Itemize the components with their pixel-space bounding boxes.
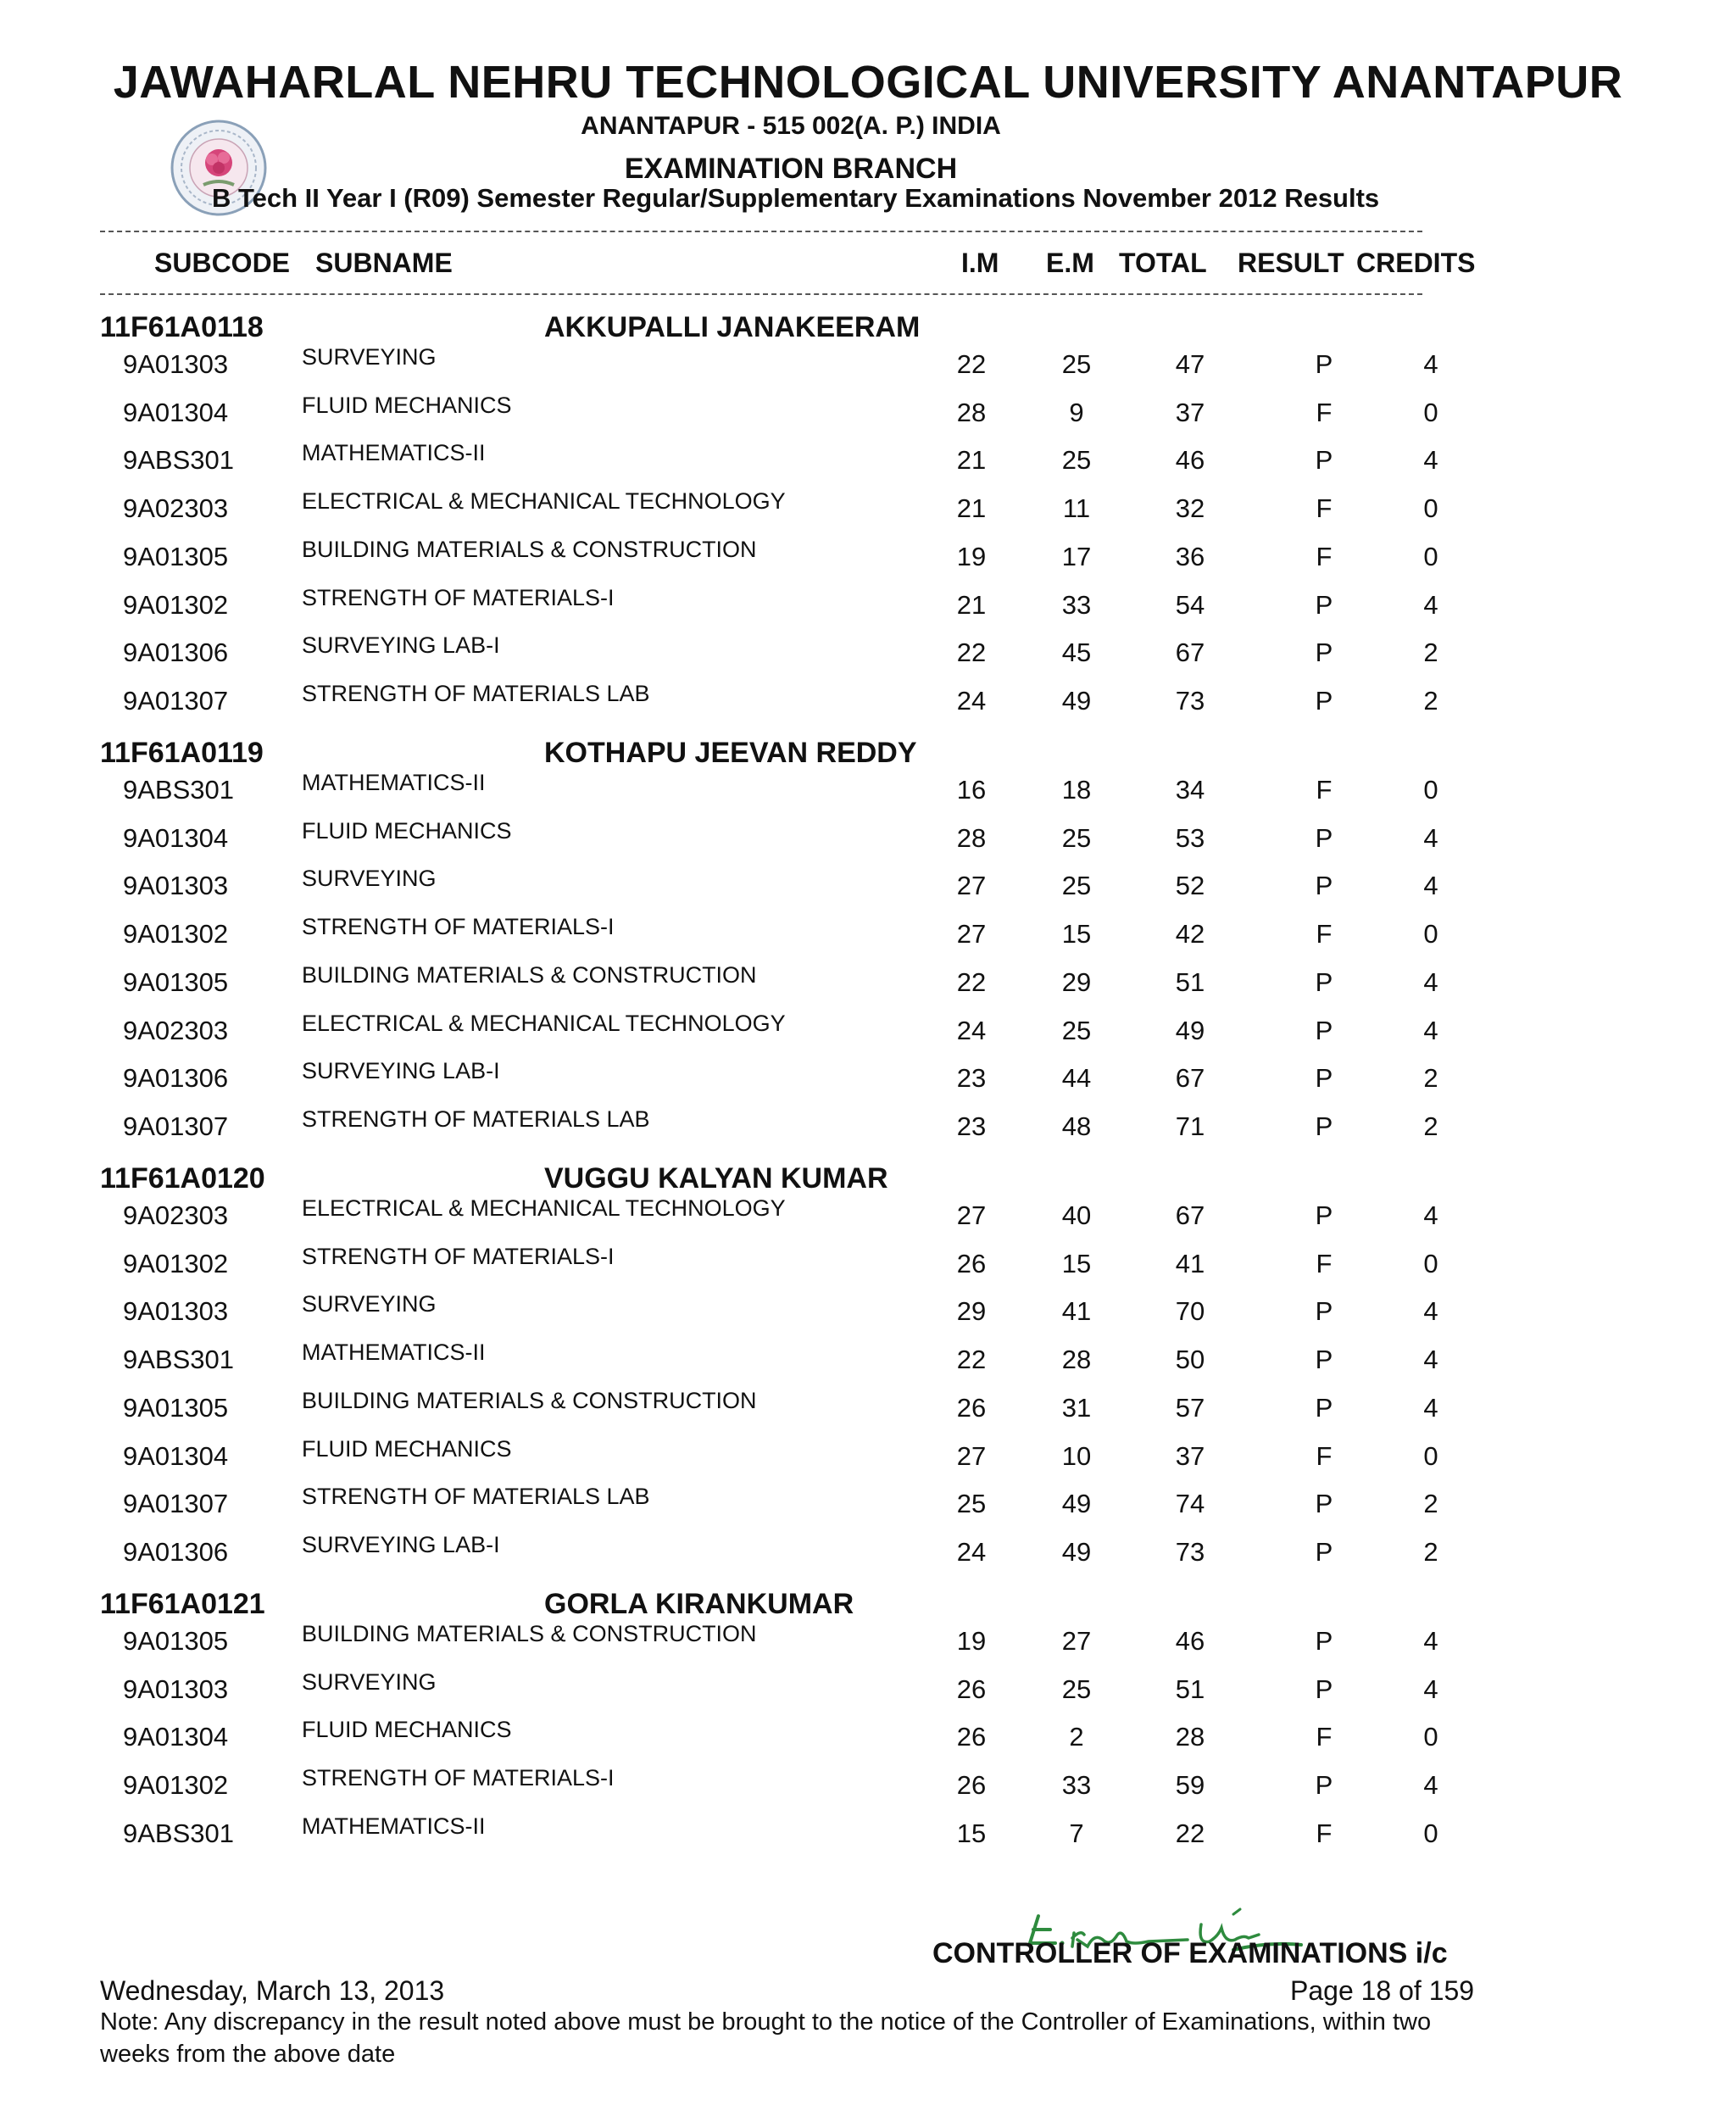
subject-code: 9A01307 xyxy=(123,1489,229,1519)
col-header-im: I.M xyxy=(961,248,999,278)
subject-code: 9A01303 xyxy=(123,1674,229,1704)
credits: 0 xyxy=(1423,1440,1438,1471)
total-marks: 73 xyxy=(1175,685,1205,716)
result-status: P xyxy=(1315,589,1333,620)
subject-code: 9A01304 xyxy=(123,1722,229,1752)
col-header-subname: SUBNAME xyxy=(315,248,453,278)
credits: 2 xyxy=(1423,685,1438,716)
internal-marks: 27 xyxy=(956,871,987,901)
internal-marks: 28 xyxy=(956,822,987,853)
subject-name: SURVEYING LAB-I xyxy=(302,632,500,659)
result-status: P xyxy=(1315,1536,1333,1567)
credits: 4 xyxy=(1423,1770,1438,1801)
subject-code: 9A01306 xyxy=(123,638,229,668)
credits: 4 xyxy=(1423,349,1438,379)
result-status: F xyxy=(1316,1818,1333,1848)
internal-marks: 16 xyxy=(956,775,987,805)
subject-name: SURVEYING LAB-I xyxy=(302,1058,500,1084)
total-marks: 28 xyxy=(1175,1722,1205,1752)
total-marks: 37 xyxy=(1175,1440,1205,1471)
table-row xyxy=(0,962,1736,1011)
subject-name: FLUID MECHANICS xyxy=(302,1435,512,1462)
external-marks: 18 xyxy=(1061,775,1092,805)
subject-code: 9A01305 xyxy=(123,1626,229,1656)
internal-marks: 21 xyxy=(956,445,987,476)
external-marks: 48 xyxy=(1061,1111,1092,1141)
external-marks: 15 xyxy=(1061,1248,1092,1278)
external-marks: 41 xyxy=(1061,1296,1092,1327)
external-marks: 15 xyxy=(1061,919,1092,950)
external-marks: 25 xyxy=(1061,871,1092,901)
subject-code: 9ABS301 xyxy=(123,445,234,476)
external-marks: 25 xyxy=(1061,445,1092,476)
result-status: F xyxy=(1316,397,1333,427)
credits: 2 xyxy=(1423,1111,1438,1141)
exam-title: B Tech II Year I (R09) Semester Regular/Supplementary Examinations November 2012 Results xyxy=(212,183,1380,213)
subject-code: 9A02303 xyxy=(123,1200,229,1230)
table-row xyxy=(0,866,1736,914)
subject-name: STRENGTH OF MATERIALS-I xyxy=(302,584,615,610)
subject-name: ELECTRICAL & MECHANICAL TECHNOLOGY xyxy=(302,1195,786,1221)
student-name: KOTHAPU JEEVAN REDDY xyxy=(544,737,917,769)
table-row xyxy=(0,1813,1736,1862)
credits: 4 xyxy=(1423,1674,1438,1704)
result-status: P xyxy=(1315,1063,1333,1094)
total-marks: 41 xyxy=(1175,1248,1205,1278)
total-marks: 70 xyxy=(1175,1296,1205,1327)
col-header-em: E.M xyxy=(1046,248,1094,278)
subject-code: 9A01303 xyxy=(123,349,229,379)
subject-code: 9A01305 xyxy=(123,1392,229,1423)
subject-code: 9A01307 xyxy=(123,685,229,716)
external-marks: 49 xyxy=(1061,685,1092,716)
table-row xyxy=(0,1291,1736,1339)
total-marks: 74 xyxy=(1175,1489,1205,1519)
col-header-total: TOTAL xyxy=(1119,248,1207,278)
table-row xyxy=(0,1436,1736,1484)
result-status: P xyxy=(1315,1392,1333,1423)
credits: 4 xyxy=(1423,871,1438,901)
external-marks: 45 xyxy=(1061,638,1092,668)
internal-marks: 26 xyxy=(956,1770,987,1801)
credits: 4 xyxy=(1423,1296,1438,1327)
external-marks: 31 xyxy=(1061,1392,1092,1423)
result-status: F xyxy=(1316,1722,1333,1752)
subject-name: STRENGTH OF MATERIALS-I xyxy=(302,1243,615,1269)
credits: 4 xyxy=(1423,1392,1438,1423)
credits: 4 xyxy=(1423,1345,1438,1375)
credits: 2 xyxy=(1423,638,1438,668)
internal-marks: 23 xyxy=(956,1111,987,1141)
table-row xyxy=(0,632,1736,681)
internal-marks: 24 xyxy=(956,685,987,716)
subject-code: 9A01303 xyxy=(123,871,229,901)
student-name: VUGGU KALYAN KUMAR xyxy=(544,1162,888,1195)
result-status: P xyxy=(1315,1345,1333,1375)
table-row xyxy=(0,1765,1736,1813)
result-status: P xyxy=(1315,1489,1333,1519)
result-status: P xyxy=(1315,1626,1333,1656)
result-status: P xyxy=(1315,1770,1333,1801)
external-marks: 40 xyxy=(1061,1200,1092,1230)
table-row xyxy=(0,1669,1736,1718)
credits: 0 xyxy=(1423,775,1438,805)
external-marks: 49 xyxy=(1061,1536,1092,1567)
student-hall-ticket-number: 11F61A0118 xyxy=(100,311,264,343)
total-marks: 47 xyxy=(1175,349,1205,379)
subject-name: STRENGTH OF MATERIALS-I xyxy=(302,914,615,940)
university-address: ANANTAPUR - 515 002(A. P.) INDIA xyxy=(581,112,1001,140)
internal-marks: 21 xyxy=(956,589,987,620)
internal-marks: 23 xyxy=(956,1063,987,1094)
subject-name: SURVEYING xyxy=(302,344,437,370)
internal-marks: 19 xyxy=(956,541,987,571)
issue-date: Wednesday, March 13, 2013 xyxy=(100,1975,445,2006)
student-hall-ticket-number: 11F61A0121 xyxy=(100,1588,265,1620)
divider-header xyxy=(100,293,1422,295)
result-status: P xyxy=(1315,871,1333,901)
subject-code: 9A01307 xyxy=(123,1111,229,1141)
result-status: F xyxy=(1316,493,1333,524)
table-row xyxy=(0,681,1736,729)
table-row xyxy=(0,440,1736,488)
total-marks: 32 xyxy=(1175,493,1205,524)
table-row xyxy=(0,1195,1736,1244)
table-row xyxy=(0,1717,1736,1765)
external-marks: 2 xyxy=(1069,1722,1084,1752)
subject-name: FLUID MECHANICS xyxy=(302,817,512,844)
internal-marks: 21 xyxy=(956,493,987,524)
result-status: P xyxy=(1315,1200,1333,1230)
external-marks: 33 xyxy=(1061,1770,1092,1801)
external-marks: 49 xyxy=(1061,1489,1092,1519)
subject-code: 9A02303 xyxy=(123,493,229,524)
external-marks: 25 xyxy=(1061,822,1092,853)
subject-name: MATHEMATICS-II xyxy=(302,770,486,795)
credits: 0 xyxy=(1423,541,1438,571)
internal-marks: 24 xyxy=(956,1536,987,1567)
result-status: F xyxy=(1316,1248,1333,1278)
subject-name: STRENGTH OF MATERIALS LAB xyxy=(302,1106,650,1132)
subject-name: SURVEYING LAB-I xyxy=(302,1531,500,1557)
subject-name: STRENGTH OF MATERIALS-I xyxy=(302,1765,615,1791)
external-marks: 9 xyxy=(1069,397,1084,427)
subject-code: 9A01304 xyxy=(123,822,229,853)
internal-marks: 25 xyxy=(956,1489,987,1519)
total-marks: 36 xyxy=(1175,541,1205,571)
subject-code: 9A01303 xyxy=(123,1296,229,1327)
result-status: P xyxy=(1315,685,1333,716)
credits: 0 xyxy=(1423,397,1438,427)
total-marks: 59 xyxy=(1175,1770,1205,1801)
credits: 4 xyxy=(1423,445,1438,476)
divider-top xyxy=(100,231,1422,232)
subject-code: 9A01304 xyxy=(123,397,229,427)
student-name: AKKUPALLI JANAKEERAM xyxy=(544,311,921,343)
subject-name: SURVEYING xyxy=(302,1668,437,1695)
internal-marks: 27 xyxy=(956,1200,987,1230)
subject-code: 9A01302 xyxy=(123,919,229,950)
subject-name: BUILDING MATERIALS & CONSTRUCTION xyxy=(302,961,757,988)
internal-marks: 22 xyxy=(956,349,987,379)
total-marks: 46 xyxy=(1175,445,1205,476)
subject-name: STRENGTH OF MATERIALS LAB xyxy=(302,1484,650,1510)
credits: 4 xyxy=(1423,1626,1438,1656)
subject-name: SURVEYING xyxy=(302,1291,437,1317)
internal-marks: 22 xyxy=(956,966,987,997)
result-status: P xyxy=(1315,1111,1333,1141)
subject-code: 9A01306 xyxy=(123,1536,229,1567)
total-marks: 67 xyxy=(1175,1200,1205,1230)
table-row xyxy=(0,1484,1736,1532)
external-marks: 25 xyxy=(1061,1015,1092,1045)
table-row xyxy=(0,1621,1736,1669)
table-row xyxy=(0,914,1736,962)
subject-name: MATHEMATICS-II xyxy=(302,1813,486,1839)
external-marks: 44 xyxy=(1061,1063,1092,1094)
internal-marks: 22 xyxy=(956,1345,987,1375)
footer-note: Note: Any discrepancy in the result noted above must be brought to the notice of the Controller of Examinations, within two weeks from the above date xyxy=(100,2008,1432,2068)
external-marks: 33 xyxy=(1061,589,1092,620)
student-name: GORLA KIRANKUMAR xyxy=(544,1588,854,1620)
credits: 4 xyxy=(1423,589,1438,620)
subject-name: BUILDING MATERIALS & CONSTRUCTION xyxy=(302,1621,757,1646)
external-marks: 29 xyxy=(1061,966,1092,997)
internal-marks: 27 xyxy=(956,1440,987,1471)
subject-name: ELECTRICAL & MECHANICAL TECHNOLOGY xyxy=(302,1010,786,1036)
subject-code: 9ABS301 xyxy=(123,1818,234,1848)
credits: 4 xyxy=(1423,1015,1438,1045)
student-hall-ticket-number: 11F61A0119 xyxy=(100,737,264,769)
subject-name: STRENGTH OF MATERIALS LAB xyxy=(302,680,650,706)
total-marks: 34 xyxy=(1175,775,1205,805)
internal-marks: 24 xyxy=(956,1015,987,1045)
internal-marks: 28 xyxy=(956,397,987,427)
result-status: P xyxy=(1315,349,1333,379)
col-header-credits: CREDITS xyxy=(1356,248,1476,278)
credits: 0 xyxy=(1423,493,1438,524)
table-row xyxy=(0,1339,1736,1388)
credits: 2 xyxy=(1423,1063,1438,1094)
controller-of-examinations: CONTROLLER OF EXAMINATIONS i/c xyxy=(932,1937,1448,1969)
table-row xyxy=(0,393,1736,441)
subject-name: FLUID MECHANICS xyxy=(302,1717,512,1743)
subject-name: BUILDING MATERIALS & CONSTRUCTION xyxy=(302,1387,757,1413)
credits: 2 xyxy=(1423,1489,1438,1519)
total-marks: 53 xyxy=(1175,822,1205,853)
table-row xyxy=(0,1532,1736,1580)
page-number: Page 18 of 159 xyxy=(1290,1975,1475,2006)
subject-code: 9A02303 xyxy=(123,1015,229,1045)
total-marks: 46 xyxy=(1175,1626,1205,1656)
external-marks: 17 xyxy=(1061,541,1092,571)
result-status: P xyxy=(1315,822,1333,853)
total-marks: 51 xyxy=(1175,966,1205,997)
credits: 2 xyxy=(1423,1536,1438,1567)
total-marks: 71 xyxy=(1175,1111,1205,1141)
subject-code: 9ABS301 xyxy=(123,1345,234,1375)
table-row xyxy=(0,585,1736,633)
table-row xyxy=(0,1244,1736,1292)
internal-marks: 26 xyxy=(956,1392,987,1423)
result-status: P xyxy=(1315,966,1333,997)
subject-name: FLUID MECHANICS xyxy=(302,392,512,418)
internal-marks: 19 xyxy=(956,1626,987,1656)
subject-name: BUILDING MATERIALS & CONSTRUCTION xyxy=(302,536,757,562)
total-marks: 49 xyxy=(1175,1015,1205,1045)
external-marks: 27 xyxy=(1061,1626,1092,1656)
external-marks: 11 xyxy=(1062,493,1091,524)
external-marks: 10 xyxy=(1061,1440,1092,1471)
subject-code: 9ABS301 xyxy=(123,775,234,805)
table-row xyxy=(0,1388,1736,1436)
subject-code: 9A01306 xyxy=(123,1063,229,1094)
internal-marks: 29 xyxy=(956,1296,987,1327)
result-status: P xyxy=(1315,445,1333,476)
external-marks: 25 xyxy=(1061,1674,1092,1704)
result-status: P xyxy=(1315,1296,1333,1327)
result-status: F xyxy=(1316,1440,1333,1471)
total-marks: 73 xyxy=(1175,1536,1205,1567)
total-marks: 51 xyxy=(1175,1674,1205,1704)
table-row xyxy=(0,770,1736,818)
external-marks: 28 xyxy=(1061,1345,1092,1375)
table-row xyxy=(0,1106,1736,1155)
table-row xyxy=(0,818,1736,866)
student-hall-ticket-number: 11F61A0120 xyxy=(100,1162,265,1195)
internal-marks: 22 xyxy=(956,638,987,668)
external-marks: 25 xyxy=(1061,349,1092,379)
total-marks: 67 xyxy=(1175,1063,1205,1094)
total-marks: 67 xyxy=(1175,638,1205,668)
credits: 0 xyxy=(1423,1248,1438,1278)
table-row xyxy=(0,537,1736,585)
result-status: F xyxy=(1316,541,1333,571)
credits: 4 xyxy=(1423,1200,1438,1230)
university-name: JAWAHARLAL NEHRU TECHNOLOGICAL UNIVERSITY ANANTAPUR xyxy=(113,57,1623,108)
total-marks: 52 xyxy=(1175,871,1205,901)
table-row xyxy=(0,1058,1736,1106)
subject-name: MATHEMATICS-II xyxy=(302,1339,486,1366)
internal-marks: 26 xyxy=(956,1722,987,1752)
total-marks: 37 xyxy=(1175,397,1205,427)
external-marks: 7 xyxy=(1069,1818,1084,1848)
subject-name: SURVEYING xyxy=(302,866,437,892)
credits: 4 xyxy=(1423,822,1438,853)
credits: 4 xyxy=(1423,966,1438,997)
total-marks: 54 xyxy=(1175,589,1205,620)
credits: 0 xyxy=(1423,919,1438,950)
total-marks: 50 xyxy=(1175,1345,1205,1375)
credits: 0 xyxy=(1423,1722,1438,1752)
col-header-result: RESULT xyxy=(1238,248,1344,278)
credits: 0 xyxy=(1423,1818,1438,1848)
total-marks: 22 xyxy=(1175,1818,1205,1848)
subject-code: 9A01305 xyxy=(123,541,229,571)
subject-name: MATHEMATICS-II xyxy=(302,440,486,466)
internal-marks: 26 xyxy=(956,1674,987,1704)
result-status: P xyxy=(1315,1674,1333,1704)
total-marks: 57 xyxy=(1175,1392,1205,1423)
subject-code: 9A01304 xyxy=(123,1440,229,1471)
table-row xyxy=(0,344,1736,393)
subject-code: 9A01305 xyxy=(123,966,229,997)
subject-code: 9A01302 xyxy=(123,1770,229,1801)
total-marks: 42 xyxy=(1175,919,1205,950)
subject-name: ELECTRICAL & MECHANICAL TECHNOLOGY xyxy=(302,488,786,515)
result-status: P xyxy=(1315,1015,1333,1045)
result-status: F xyxy=(1316,775,1333,805)
internal-marks: 15 xyxy=(956,1818,987,1848)
table-row xyxy=(0,1011,1736,1059)
examination-branch: EXAMINATION BRANCH xyxy=(624,153,958,185)
subject-code: 9A01302 xyxy=(123,1248,229,1278)
table-row xyxy=(0,488,1736,537)
result-status: F xyxy=(1316,919,1333,950)
internal-marks: 26 xyxy=(956,1248,987,1278)
col-header-subcode: SUBCODE xyxy=(154,248,291,278)
internal-marks: 27 xyxy=(956,919,987,950)
result-status: P xyxy=(1315,638,1333,668)
subject-code: 9A01302 xyxy=(123,589,229,620)
